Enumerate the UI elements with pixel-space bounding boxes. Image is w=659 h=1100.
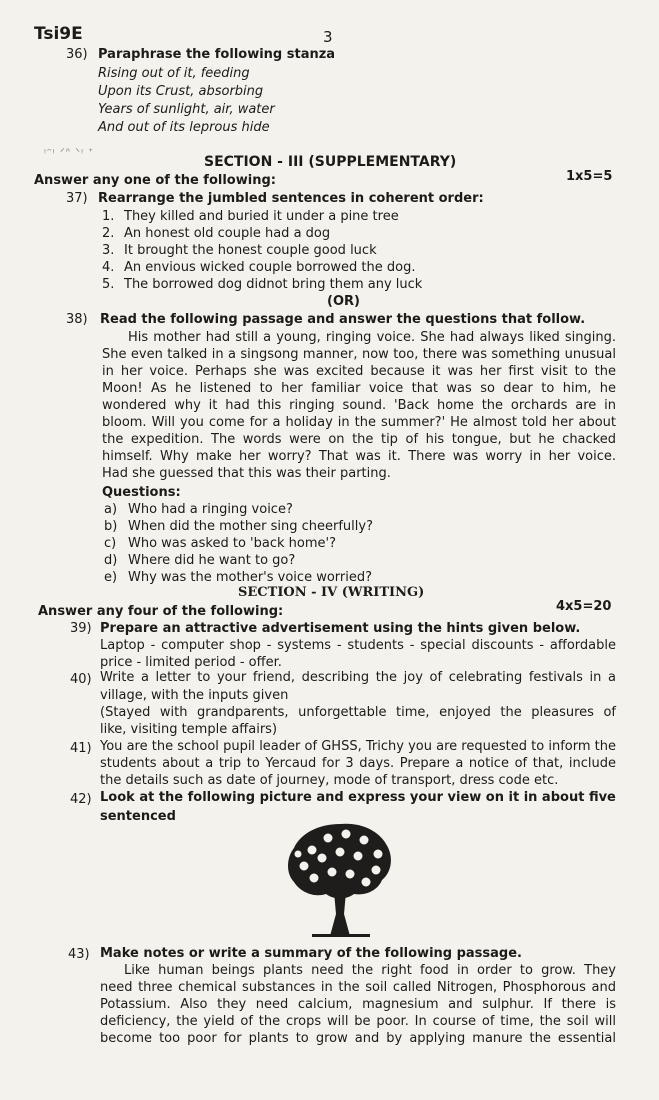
question-letter: c) <box>104 536 117 551</box>
q42-number: 42) <box>70 792 92 807</box>
summary-passage-line: Potassium. Also they need calcium, magnesium and sulphur. If there is <box>100 997 616 1012</box>
fruit <box>294 850 302 858</box>
or-label: (OR) <box>327 294 360 309</box>
q40-line: (Stayed with grandparents, unforgettable time, enjoyed the pleasures of <box>100 705 616 720</box>
q40-line: Write a letter to your friend, describing the joy of celebrating festivals in a <box>100 670 616 685</box>
passage-line: the expedition. The words were on the tip of his tongue, but he chacked <box>102 432 616 447</box>
fruit <box>361 877 371 887</box>
q39-number: 39) <box>70 621 92 636</box>
q40-number: 40) <box>70 672 92 687</box>
jumbled-sentence: The borrowed dog didnot bring them any luck <box>124 277 423 292</box>
fruit <box>341 829 351 839</box>
fruit <box>323 833 333 843</box>
q43-number: 43) <box>68 947 90 962</box>
jumbled-sentence: An honest old couple had a dog <box>124 226 331 241</box>
page-number: 3 <box>323 28 333 46</box>
fruit <box>307 845 317 855</box>
section-3-instruction: Answer any one of the following: <box>34 173 276 188</box>
q38-prompt: Read the following passage and answer the questions that follow. <box>100 312 586 327</box>
q41-line: You are the school pupil leader of GHSS, Trichy you are requested to inform the <box>100 739 616 754</box>
list-number: 3. <box>102 243 115 258</box>
paper-code: Tsi9E <box>34 24 83 44</box>
section-4-marks: 4x5=20 <box>556 599 612 614</box>
comprehension-question: Why was the mother's voice worried? <box>128 570 373 585</box>
q40-line: like, visiting temple affairs) <box>100 722 278 737</box>
passage-line: bloom. Will you come for a holiday in the summer?' He almost told her about <box>102 415 616 430</box>
passage-line: Moon! As he listened to her familiar voice that was so dear to him, he <box>102 381 616 396</box>
scan-noise: ᵎᵔᵎ ᐟᐢ ᐠᵎ ᐩ <box>44 146 94 159</box>
question-letter: b) <box>104 519 118 534</box>
fruit <box>327 867 337 877</box>
summary-passage-line: need three chemical substances in the soil called Nitrogen, Phosphorous and <box>100 980 616 995</box>
summary-passage-line: become too poor for plants to grow and by applying manure the essential <box>100 1031 616 1046</box>
q41-line: students about a trip to Yercaud for 3 days. Prepare a notice of that, include <box>100 756 616 771</box>
list-number: 1. <box>102 209 115 224</box>
passage-line: She even talked in a singsong manner, now too, there was something unusual <box>102 347 616 362</box>
list-number: 5. <box>102 277 115 292</box>
q40-line: village, with the inputs given <box>100 688 289 703</box>
stanza-line: And out of its leprous hide <box>98 120 270 135</box>
question-letter: e) <box>104 570 118 585</box>
q41-line: the details such as date of journey, mode of transport, dress code etc. <box>100 773 559 788</box>
q36-prompt: Paraphrase the following stanza <box>98 47 336 62</box>
comprehension-question: When did the mother sing cheerfully? <box>128 519 373 534</box>
q39-hint-line: price - limited period - offer. <box>100 655 282 670</box>
list-number: 4. <box>102 260 115 275</box>
fruit <box>335 847 345 857</box>
q36-number: 36) <box>66 47 88 62</box>
jumbled-sentence: They killed and buried it under a pine tree <box>124 209 399 224</box>
q39-prompt: Prepare an attractive advertisement using the hints given below. <box>100 621 581 636</box>
fruit <box>299 861 309 871</box>
stanza-line: Years of sunlight, air, water <box>98 102 275 117</box>
comprehension-question: Who had a ringing voice? <box>128 502 293 517</box>
section-4-instruction: Answer any four of the following: <box>38 604 284 619</box>
summary-passage-line: Like human beings plants need the right food in order to grow. They <box>124 963 616 978</box>
section-3-title: SECTION - III (SUPPLEMENTARY) <box>204 154 457 170</box>
summary-passage-line: deficiency, the yield of the crops will be poor. In course of time, the soil will <box>100 1014 616 1029</box>
fruit <box>353 851 363 861</box>
jumbled-sentence: An envious wicked couple borrowed the dog. <box>124 260 416 275</box>
fruit-tree-picture <box>282 818 398 942</box>
q39-hint-line: Laptop - computer shop - systems - students - special discounts - affordable <box>100 638 616 653</box>
fruit <box>345 869 355 879</box>
section-3-marks: 1x5=5 <box>566 169 613 184</box>
fruit <box>373 849 383 859</box>
fruit <box>317 853 327 863</box>
question-letter: d) <box>104 553 118 568</box>
list-number: 2. <box>102 226 115 241</box>
q37-prompt: Rearrange the jumbled sentences in coherent order: <box>98 191 484 206</box>
tree-ground <box>312 934 370 937</box>
passage-line: His mother had still a young, ringing voice. She had always liked singing. <box>128 330 616 345</box>
stanza-line: Rising out of it, feeding <box>98 66 250 81</box>
comprehension-question: Who was asked to 'back home'? <box>128 536 336 551</box>
passage-line: wondered why it had this ringing sound. 'Back home the orchards are in <box>102 398 616 413</box>
fruit <box>309 873 319 883</box>
questions-label: Questions: <box>102 485 181 500</box>
q41-number: 41) <box>70 741 92 756</box>
passage-line: in her voice. Perhaps she was excited because it was her first visit to the <box>102 364 616 379</box>
q37-number: 37) <box>66 191 88 206</box>
jumbled-sentence: It brought the honest couple good luck <box>124 243 377 258</box>
question-letter: a) <box>104 502 118 517</box>
fruit <box>359 835 369 845</box>
section-4-title: SECTION - IV (WRITING) <box>238 585 425 600</box>
q42-prompt: Look at the following picture and express your view on it in about five <box>100 790 616 805</box>
q38-number: 38) <box>66 312 88 327</box>
comprehension-question: Where did he want to go? <box>128 553 296 568</box>
q42-prompt-cont: sentenced <box>100 809 176 824</box>
tree-trunk <box>330 892 350 936</box>
q43-prompt: Make notes or write a summary of the following passage. <box>100 946 522 961</box>
stanza-line: Upon its Crust, absorbing <box>98 84 264 99</box>
passage-line: himself. Why make her worry? That was it. There was worry in her voice. <box>102 449 616 464</box>
passage-line: Had she guessed that this was their parting. <box>102 466 391 481</box>
fruit <box>371 865 381 875</box>
